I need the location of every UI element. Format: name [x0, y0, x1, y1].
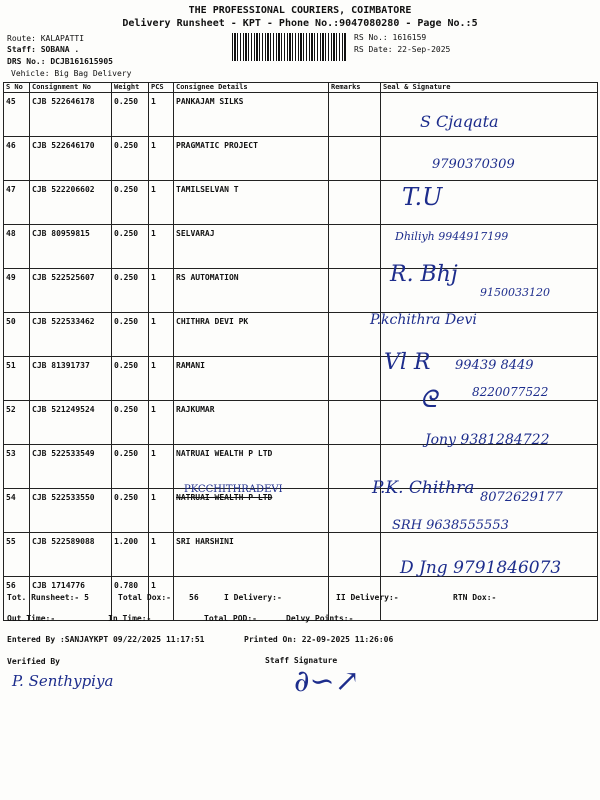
handwritten-phone: 8220077522 [472, 385, 549, 399]
cell-consignment: CJB 522646170 [30, 137, 112, 181]
cell-sno: 52 [4, 401, 30, 445]
cell-consignee: NATRUAI WEALTH P LTD [174, 445, 329, 489]
cell-pcs: 1 [149, 489, 174, 533]
total-pod: Total POD:- [204, 614, 257, 623]
cell-pcs: 1 [149, 313, 174, 357]
handwritten-phone: 8072629177 [480, 490, 563, 505]
entered-by: Entered By :SANJAYKPT 09/22/2025 11:17:51 [7, 635, 205, 644]
staff-signature-mark: ∂∽↗ [294, 664, 360, 699]
cell-consignment: CJB 522533550 [30, 489, 112, 533]
cell-pcs: 1 [149, 357, 174, 401]
cell-remarks [329, 137, 381, 181]
cell-weight: 0.250 [112, 225, 149, 269]
route-label: Route: KALAPATTI [7, 34, 85, 43]
handwritten-phone: 99439 8449 [455, 358, 534, 373]
cell-remarks [329, 181, 381, 225]
cell-remarks [329, 225, 381, 269]
cell-consignee: SRI HARSHINI [174, 533, 329, 577]
cell-pcs: 1 [149, 533, 174, 577]
cell-consignee: CHITHRA DEVI PK [174, 313, 329, 357]
delvy-points: Delvy Points:- [286, 614, 354, 623]
cell-consignee: NATRUAI WEALTH P LTD [174, 489, 329, 533]
cell-weight: 0.250 [112, 445, 149, 489]
handwritten-phone: 9150033120 [480, 286, 550, 299]
rs-date: RS Date: 22-Sep-2025 [354, 45, 451, 54]
drs-number: DRS No.: DCJB161615905 [7, 57, 113, 66]
handwritten-phone: 9790370309 [432, 157, 515, 172]
out-time: Out Time:- [7, 614, 56, 623]
cell-consignee: RAJKUMAR [174, 401, 329, 445]
vehicle-label: Vehicle: Big Bag Delivery [11, 69, 132, 78]
table-row [4, 225, 598, 269]
handwritten-print-name: PKCCHITHRADEVI [184, 484, 283, 495]
barcode [232, 33, 346, 61]
cell-weight: 0.250 [112, 401, 149, 445]
col-remarks: Remarks [329, 83, 381, 93]
cell-sno: 49 [4, 269, 30, 313]
cell-consignment: CJB 1714776 [30, 577, 112, 621]
cell-weight: 0.250 [112, 93, 149, 137]
cell-pcs: 1 [149, 577, 174, 621]
cell-consignment: CJB 521249524 [30, 401, 112, 445]
runsheet-subtitle: Delivery Runsheet - KPT - Phone No.:9047080280 - Page No.:5 [122, 18, 478, 29]
cell-remarks [329, 93, 381, 137]
cell-consignee: SELVARAJ [174, 225, 329, 269]
cell-sno: 46 [4, 137, 30, 181]
table-row [4, 445, 598, 489]
cell-remarks [329, 357, 381, 401]
handwritten-signature: S Cjaqata [420, 112, 499, 131]
rtn-dox: RTN Dox:- [453, 593, 497, 602]
handwritten-signature: T.U [402, 183, 443, 211]
cell-pcs: 1 [149, 269, 174, 313]
total-dox-value: 56 [189, 593, 199, 602]
cell-pcs: 1 [149, 401, 174, 445]
cell-consignee: PRAGMATIC PROJECT [174, 137, 329, 181]
cell-pcs: 1 [149, 445, 174, 489]
cell-pcs: 1 [149, 181, 174, 225]
cell-sno: 45 [4, 93, 30, 137]
cell-consignee: TAMILSELVAN T [174, 181, 329, 225]
cell-consignment: CJB 522533462 [30, 313, 112, 357]
handwritten-signature: SRH 9638555553 [392, 518, 509, 533]
cell-consignment: CJB 522533549 [30, 445, 112, 489]
handwritten-signature: P.K. Chithra [372, 478, 475, 498]
rs-number: RS No.: 1616159 [354, 33, 427, 42]
cell-sno: 54 [4, 489, 30, 533]
cell-sno: 50 [4, 313, 30, 357]
handwritten-scribble: ᘓ [420, 385, 437, 413]
cell-weight: 0.780 [112, 577, 149, 621]
col-consignee: Consignee Details [174, 83, 329, 93]
table-row [4, 93, 598, 137]
table-row [4, 181, 598, 225]
cell-remarks [329, 401, 381, 445]
handwritten-signature: R. Bhj [390, 262, 458, 287]
cell-weight: 0.250 [112, 357, 149, 401]
cell-weight: 0.250 [112, 137, 149, 181]
printed-on: Printed On: 22-09-2025 11:26:06 [244, 635, 394, 644]
col-consignment: Consignment No [30, 83, 112, 93]
cell-consignment: CJB 80959815 [30, 225, 112, 269]
table-row [4, 313, 598, 357]
cell-sno: 55 [4, 533, 30, 577]
handwritten-signature: Vl R [384, 350, 431, 375]
cell-consignee: PANKAJAM SILKS [174, 93, 329, 137]
tot-runsheet: Tot. Runsheet:- 5 [7, 593, 89, 602]
cell-pcs: 1 [149, 93, 174, 137]
staff-label: Staff: SOBANA . [7, 45, 80, 54]
handwritten-signature: D Jng 9791846073 [400, 558, 562, 578]
table-header-row [4, 83, 598, 93]
handwritten-signature: Dhiliyh 9944917199 [395, 230, 509, 243]
staff-signature-label: Staff Signature [265, 656, 338, 665]
in-time: In Time:- [108, 614, 152, 623]
cell-sno: 51 [4, 357, 30, 401]
cell-consignee: RS AUTOMATION [174, 269, 329, 313]
cell-weight: 1.200 [112, 533, 149, 577]
cell-weight: 0.250 [112, 181, 149, 225]
cell-sno: 53 [4, 445, 30, 489]
col-sno: S No [4, 83, 30, 93]
verified-signature: P. Senthypiya [12, 672, 114, 690]
cell-consignment: CJB 522525607 [30, 269, 112, 313]
col-weight: Weight [112, 83, 149, 93]
cell-weight: 0.250 [112, 313, 149, 357]
cell-consignment: CJB 81391737 [30, 357, 112, 401]
cell-sno: 47 [4, 181, 30, 225]
cell-consignment: CJB 522206602 [30, 181, 112, 225]
col-signature: Seal & Signature [381, 83, 598, 93]
i-delivery: I Delivery:- [224, 593, 282, 602]
cell-weight: 0.250 [112, 269, 149, 313]
cell-consignee: RAMANI [174, 357, 329, 401]
cell-sno: 56 [4, 577, 30, 621]
col-pcs: PCS [149, 83, 174, 93]
cell-consignment: CJB 522589088 [30, 533, 112, 577]
cell-weight: 0.250 [112, 489, 149, 533]
cell-remarks [329, 533, 381, 577]
total-dox-label: Total Dox:- [118, 593, 171, 602]
cell-consignment: CJB 522646178 [30, 93, 112, 137]
cell-sno: 48 [4, 225, 30, 269]
company-title: THE PROFESSIONAL COURIERS, COIMBATORE [188, 5, 412, 16]
cell-pcs: 1 [149, 225, 174, 269]
cell-remarks [329, 269, 381, 313]
handwritten-signature: Jony 9381284722 [425, 432, 550, 448]
cell-pcs: 1 [149, 137, 174, 181]
handwritten-signature: P.kchithra Devi [370, 312, 477, 328]
ii-delivery: II Delivery:- [336, 593, 399, 602]
verified-by: Verified By [7, 657, 60, 666]
